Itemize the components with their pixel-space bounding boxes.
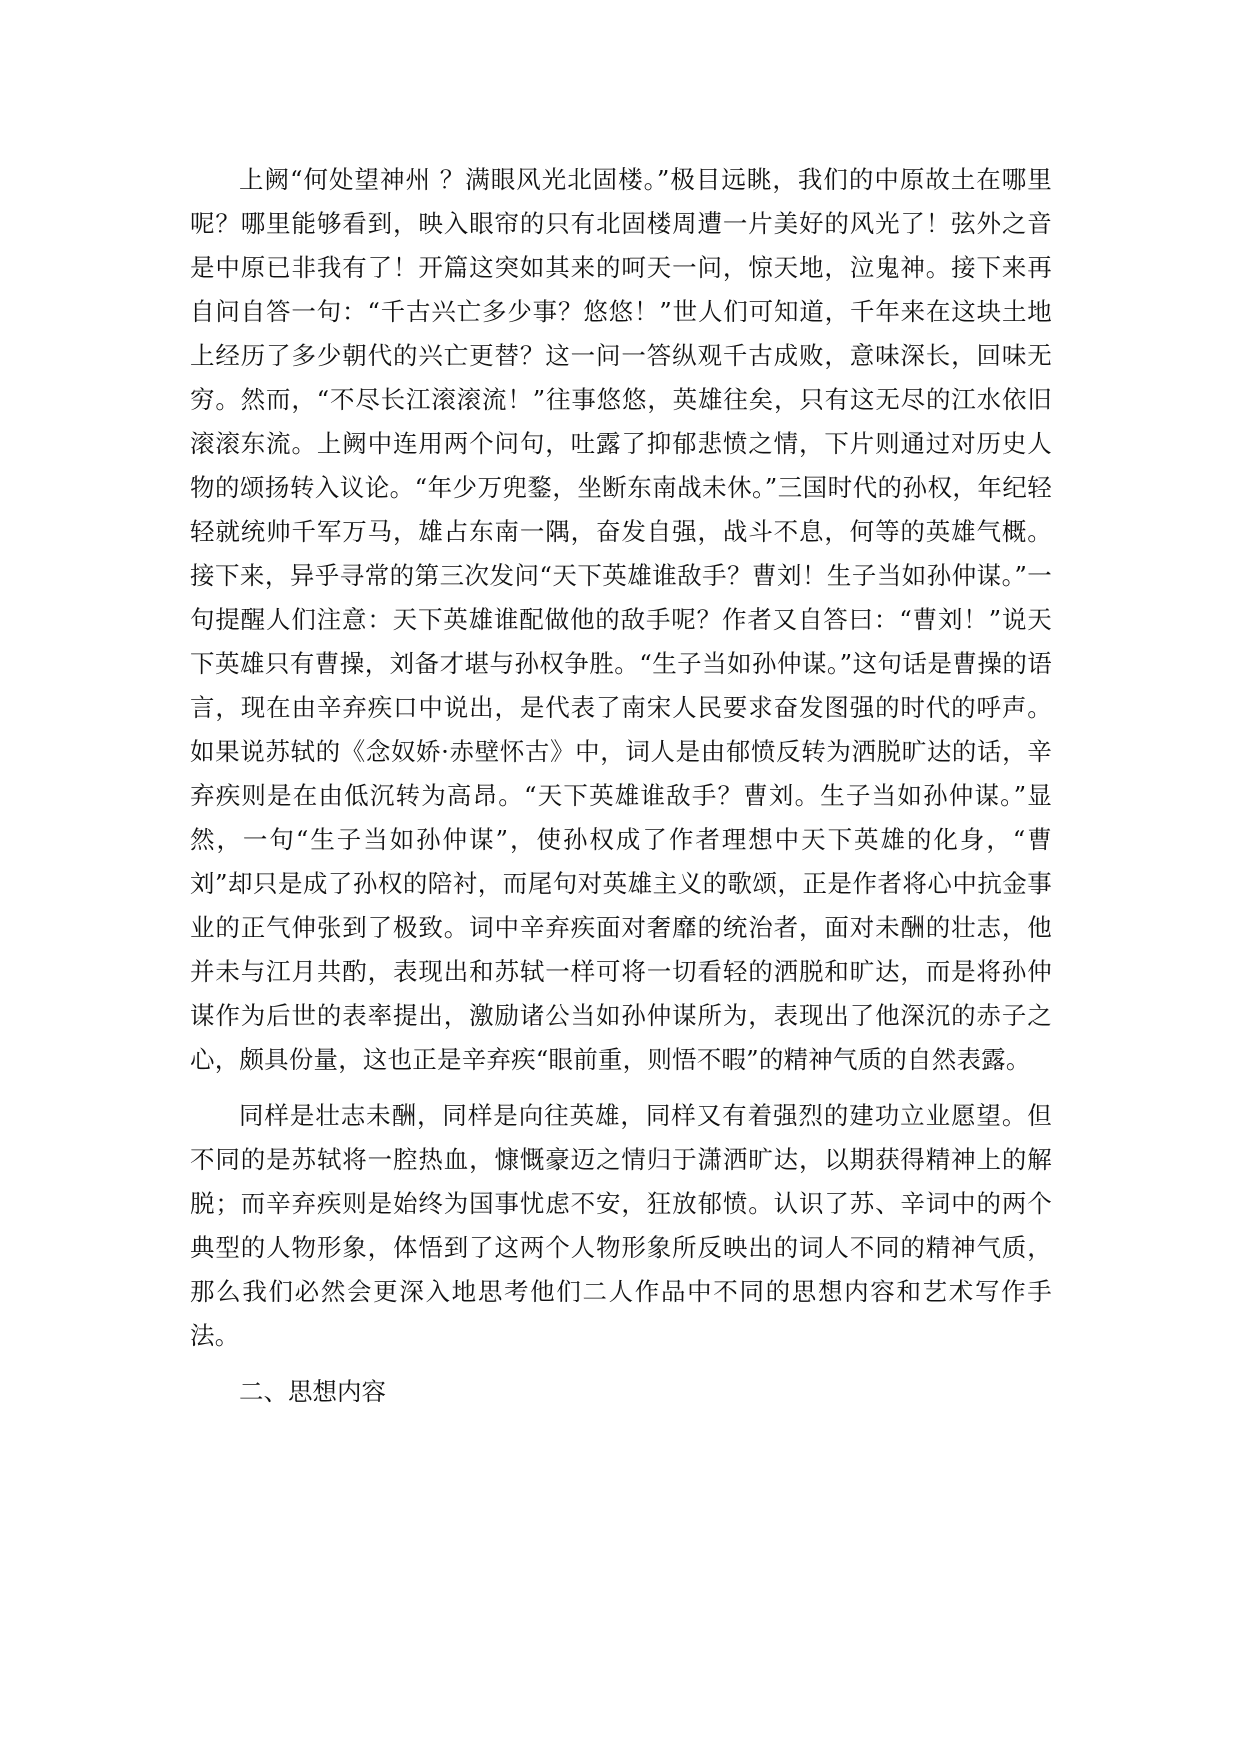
paragraph-2: 同样是壮志未酬，同样是向往英雄，同样又有着强烈的建功立业愿望。但不同的是苏轼将一腔热血，慷慨豪迈之情归于潇洒旷达，以期获得精神上的解脱；而辛弃疾则是始终为国事忧虑不安，狂放郁愤。认识了苏、辛词中的两个典型的人物形象，体悟到了这两个人物形象所反映出的词人不同的精神气质，那么我们必然会更深入地思考他们二人作品中不同的思想内容和艺术写作手法。 bbox=[190, 1101, 1052, 1350]
document-body bbox=[190, 158, 1052, 1414]
paragraph-1: 上阙“何处望神州 ？满眼风光北固楼。”极目远眺，我们的中原故土在哪里呢？哪里能够看到，映入眼帘的只有北固楼周遭一片美好的风光了！弦外之音是中原已非我有了！开篇这突如其来的呵天一问，惊天地，泣鬼神。接下来再自问自答一句：“千古兴亡多少事？悠悠！”世人们可知道，千年来在这块土地上经历了多少朝代的兴亡更替？这一问一答纵观千古成败，意味深长，回味无穷。然而，“不尽长江滚滚流！”往事悠悠，英雄往矣，只有这无尽的江水依旧滚滚东流。上阙中连用两个问句，吐露了抑郁悲愤之情，下片则通过对历史人物的颂扬转入议论。“年少万兜鍪，坐断东南战未休。”三国时代的孙权，年纪轻轻就统帅千军万马，雄占东南一隅，奋发自强，战斗不息，何等的英雄气概。接下来，异乎寻常的第三次发问“天下英雄谁敌手？曹刘！生子当如孙仲谋。”一句提醒人们注意：天下英雄谁配做他的敌手呢？作者又自答曰：“曹刘！”说天下英雄只有曹操，刘备才堪与孙权争胜。“生子当如孙仲谋。”这句话是曹操的语言，现在由辛弃疾口中说出，是代表了南宋人民要求奋发图强的时代的呼声。如果说苏轼的《念奴娇·赤壁怀古》中，词人是由郁愤反转为洒脱旷达的话，辛弃疾则是在由低沉转为高昂。“天下英雄谁敌手？曹刘。生子当如孙仲谋。”显然，一句“生子当如孙仲谋”，使孙权成了作者理想中天下英雄的化身，“曹刘”却只是成了孙权的陪衬，而尾句对英雄主义的歌颂，正是作者将心中抗金事业的正气伸张到了极致。词中辛弃疾面对奢靡的统治者，面对未酬的壮志，他并未与江月共酌，表现出和苏轼一样可将一切看轻的洒脱和旷达，而是将孙仲谋作为后世的表率提出，激励诸公当如孙仲谋所为，表现出了他深沉的赤子之心，颇具份量，这也正是辛弃疾“眼前重，则悟不暇”的精神气质的自然表露。 bbox=[190, 165, 1052, 1074]
section-heading: 二、思想内容 bbox=[239, 1377, 386, 1406]
